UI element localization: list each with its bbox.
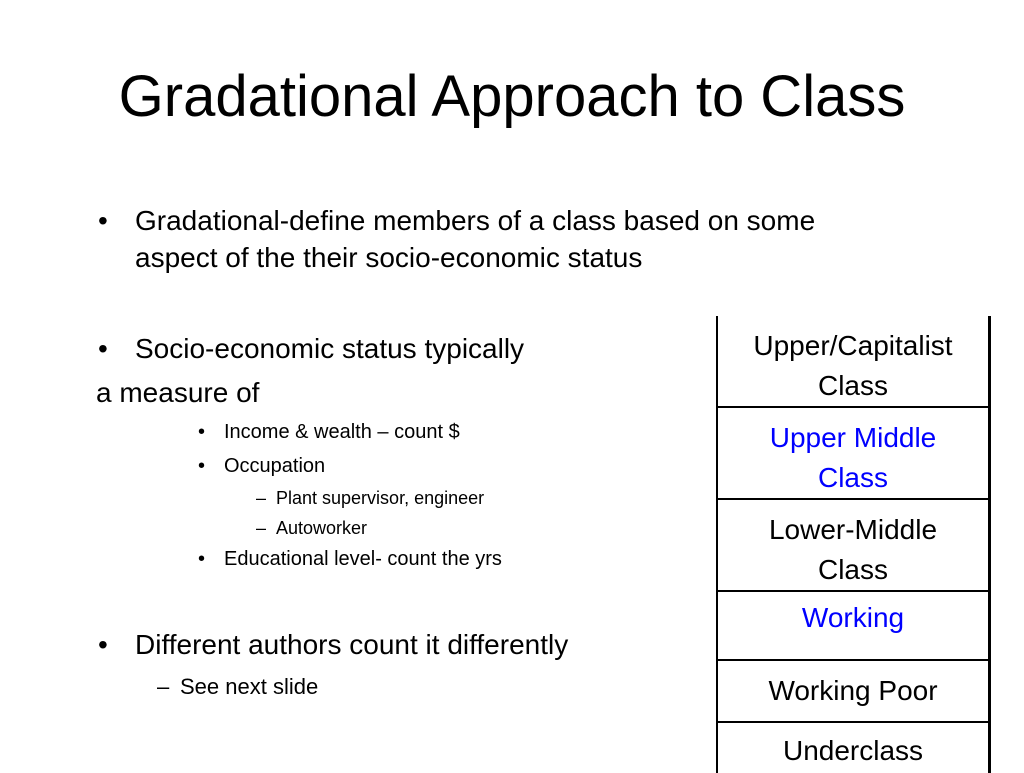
bullet2-line1: Socio-economic status typically	[135, 333, 525, 364]
class-row-line2: Class	[817, 462, 888, 493]
dash-mark: –	[157, 674, 170, 699]
class-row-underclass	[718, 723, 988, 773]
sub-bullet-mark: •	[198, 421, 206, 443]
sub-sub-item-autoworker: Autoworker	[276, 518, 368, 538]
class-hierarchy-table	[716, 316, 991, 773]
sub-bullet-mark: •	[198, 548, 206, 570]
sub-sub-item-plant: Plant supervisor, engineer	[276, 488, 485, 508]
class-row-working	[718, 592, 988, 661]
class-row-line2: Class	[817, 370, 888, 401]
sub-item-education: Educational level- count the yrs	[224, 548, 502, 570]
sub-item-occupation: Occupation	[224, 455, 326, 477]
sub-item-income: Income & wealth – count $	[224, 421, 460, 443]
sub-bullet-mark: •	[198, 455, 206, 477]
dash-mark: –	[256, 488, 267, 508]
dash-mark: –	[256, 518, 267, 538]
class-row-working-poor	[718, 661, 988, 723]
bullet1-line2: aspect of the their socio-economic status	[135, 242, 643, 273]
class-row-line1: Lower-Middle	[768, 514, 938, 545]
see-next-slide: See next slide	[180, 674, 319, 699]
bullet3-text: Different authors count it differently	[135, 629, 569, 660]
bullet2-line2: a measure of	[96, 377, 260, 408]
bullet-mark: •	[98, 205, 108, 236]
class-row-line1: Working	[801, 602, 905, 633]
bullet-mark: •	[98, 333, 108, 364]
class-row-line1: Upper/Capitalist	[753, 330, 953, 361]
class-row-line2: Class	[817, 554, 888, 585]
slide-title: Gradational Approach to Class	[118, 64, 906, 129]
class-row-upper-middle	[718, 408, 988, 500]
class-row-line1: Working Poor	[768, 675, 938, 706]
bullet-mark: •	[98, 629, 108, 660]
bullet1-line1: Gradational-define members of a class based on some	[135, 205, 816, 236]
class-row-line1: Underclass	[782, 735, 924, 766]
class-row-lower-middle	[718, 500, 988, 592]
class-row-line1: Upper Middle	[769, 422, 937, 453]
class-row-upper-capitalist	[718, 316, 988, 408]
